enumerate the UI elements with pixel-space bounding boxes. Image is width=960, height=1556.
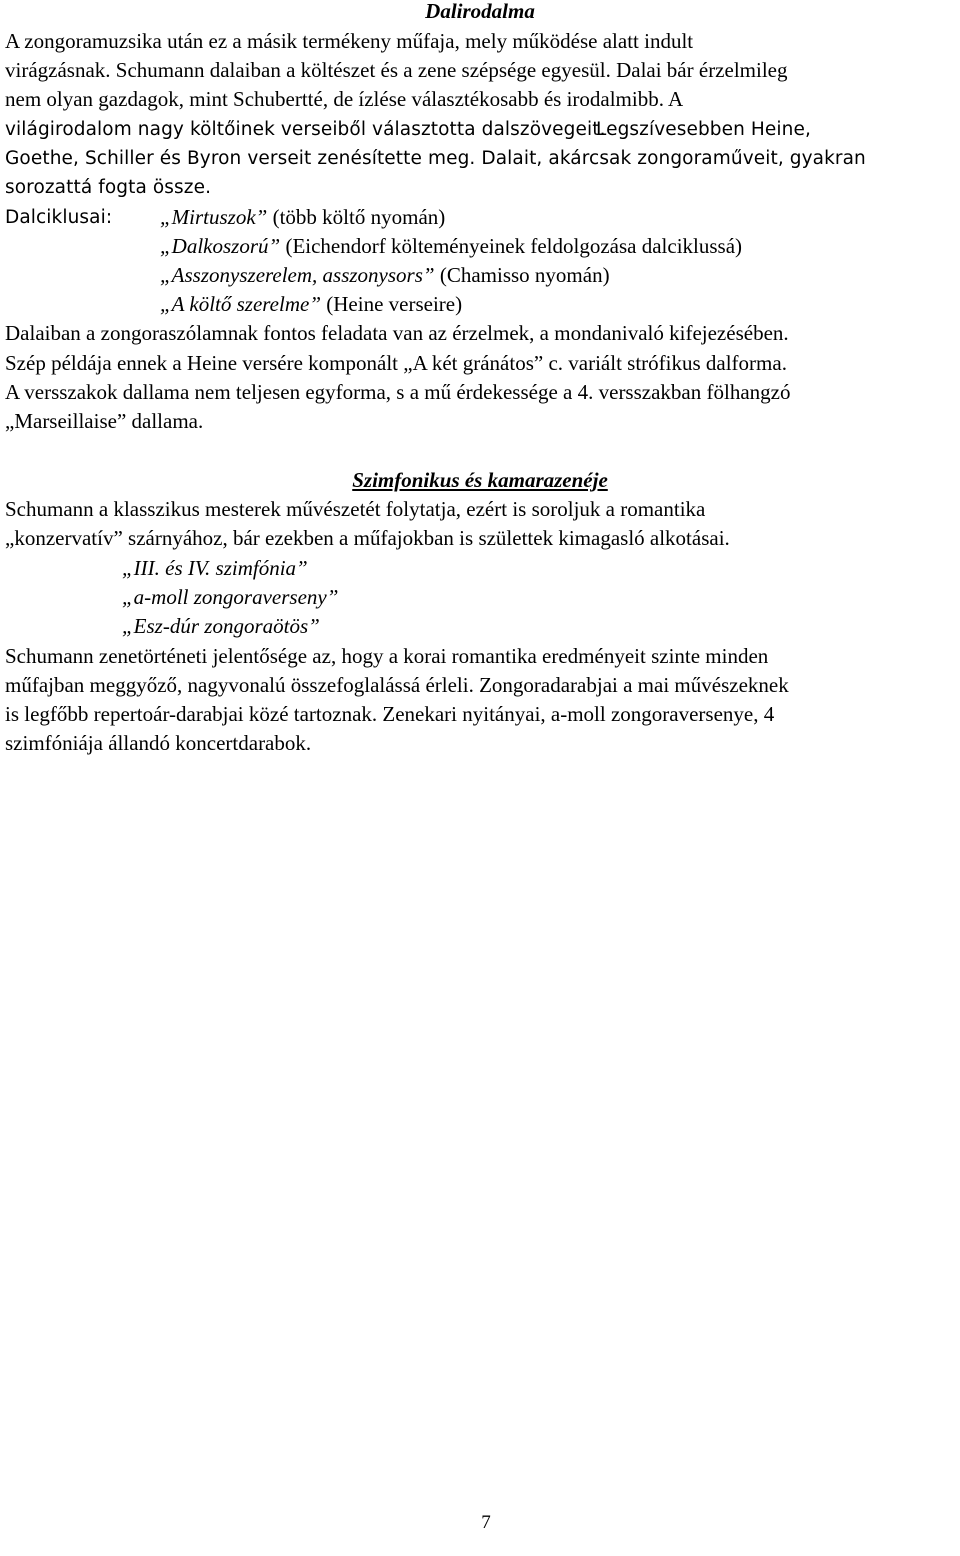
body-line: műfajban meggyőző, nagyvonalú összefoglalássá érleli. Zongoradarabjai a mai művészeknek [5,673,789,697]
work-title: „a-moll zongoraverseny” [122,585,339,609]
body-line: nem olyan gazdagok, mint Schubertté, de ízlése választékosabb és irodalmibb. A [5,87,684,111]
song-cycle-title: „A költő szerelme” [160,292,321,316]
body-line: világirodalom nagy költőinek verseiből választotta dalszövegeit. [5,119,606,140]
song-cycle-note: (Heine verseire) [321,292,463,316]
body-line: Schumann zenetörténeti jelentősége az, hogy a korai romantika eredményeit szinte minden [5,644,769,668]
body-line: Szép példája ennek a Heine versére komponált „A két gránátos” c. variált strófikus dalforma. [5,351,787,375]
song-cycle-note: (több költő nyomán) [267,205,446,229]
song-cycle-note: (Eichendorf költeményeinek feldolgozása dalciklussá) [280,234,743,258]
body-line: A versszakok dallama nem teljesen egyforma, s a mű érdekessége a 4. versszakban fölhangzó [5,380,791,404]
song-cycle-item [160,290,462,319]
body-line: is legfőbb repertoár-darabjai közé tartoznak. Zenekari nyitányai, a-moll zongoraversenye, 4 [5,702,775,726]
body-line: szimfóniája állandó koncertdarabok. [5,731,312,755]
work-title: „III. és IV. szimfónia” [122,556,308,580]
page-number: 7 [481,1512,491,1533]
song-cycle-title: „Mirtuszok” [160,205,268,229]
song-cycle-item [160,203,445,232]
body-line: „konzervatív” szárnyához, bár ezekben a műfajokban is születtek kimagasló alkotásai. [5,526,730,550]
song-cycle-note: (Chamisso nyomán) [434,263,610,287]
song-cycle-title: „Asszonyszerelem, asszonysors” [160,263,435,287]
body-line: virágzásnak. Schumann dalaiban a költészet és a zene szépsége egyesül. Dalai bár érzelmileg [5,58,788,82]
body-line: Schumann a klasszikus mesterek művészetét folytatja, ezért is soroljuk a romantika [5,497,706,521]
body-line: „Marseillaise” dallama. [5,409,204,433]
body-line: sorozattá fogta össze. [5,177,212,198]
song-cycle-item [160,261,610,290]
body-line: Legszívesebben Heine, [596,119,811,140]
cycles-label: Dalciklusai: [5,207,113,228]
body-line: Dalaiban a zongoraszólamnak fontos feladata van az érzelmek, a mondanivaló kifejezésében. [5,321,789,345]
section-title-szimfonikus: Szimfonikus és kamarazenéje [352,468,608,492]
body-line: Goethe, Schiller és Byron verseit zenésítette meg. Dalait, akárcsak zongoraműveit, gyakran [5,148,866,169]
section-title-dalirodalma: Dalirodalma [425,0,535,23]
song-cycle-title: „Dalkoszorú” [160,234,281,258]
body-line: A zongoramuzsika után ez a másik termékeny műfaja, mely működése alatt indult [5,29,694,53]
song-cycle-item [160,232,742,261]
work-title: „Esz-dúr zongoraötös” [122,614,320,638]
